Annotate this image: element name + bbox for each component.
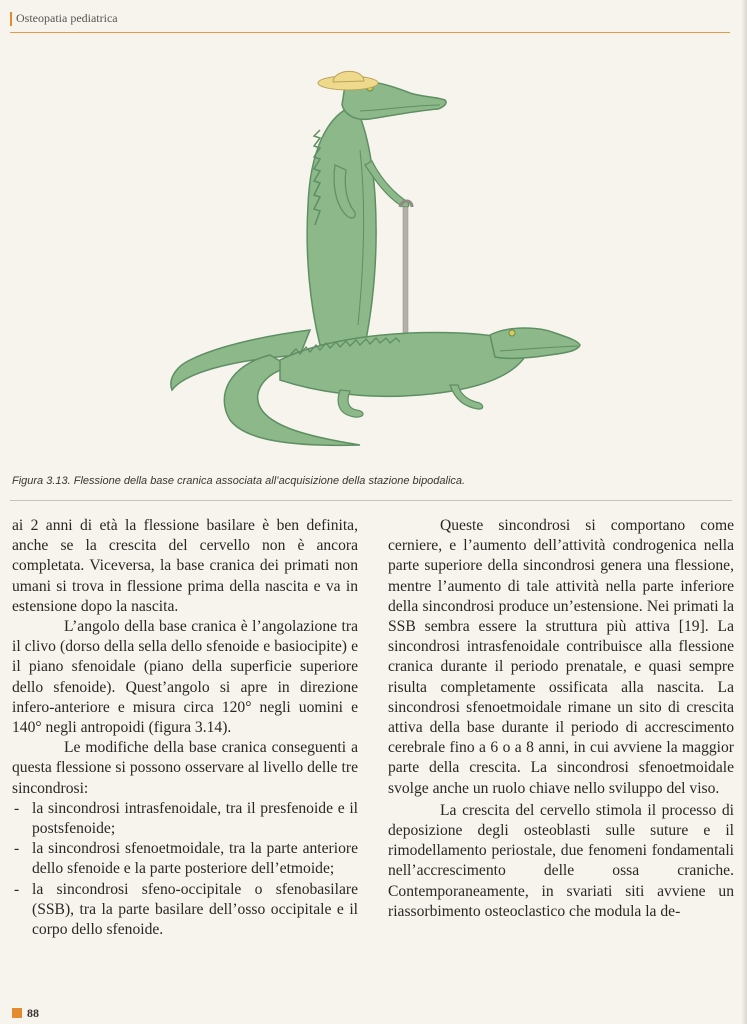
left-paragraph-1: ai 2 anni di età la flessione basilare è ben definita, anche se la crescita del cervello non è ancora completata. Viceversa, la base cranica dei primati non umani si trova in flessione prima della nascita e va in estensione dopo la nascita. [12, 517, 358, 615]
right-paragraph-2: La crescita del cervello stimola il processo di deposizione degli osteoblasti sulle suture e il rimodellamento periostale, due fenomeni fondamentali nell’accrescimento delle ossa craniche. Contemporaneamente, in svariati siti avviene un riassorbimento osteoclastico che modula la de- [388, 801, 734, 920]
right-column [388, 516, 734, 922]
header-accent-bar [10, 12, 12, 26]
cane-icon [403, 207, 408, 345]
page-footer [12, 1006, 39, 1020]
list-item: - la sincondrosi sfenoetmoidale, tra la parte anteriore dello sfenoide e la parte posteriore dell’etmoide; [12, 839, 358, 879]
left-paragraph-3: Le modifiche della base cranica conseguenti a questa flessione si possono osservare al livello delle tre sincondrosi: [12, 739, 358, 797]
running-header [10, 8, 730, 33]
left-column [12, 516, 358, 940]
synchondrosis-list [12, 799, 358, 940]
page-marker-square [12, 1008, 22, 1018]
hat-crown [333, 71, 364, 82]
crocodiles-illustration [160, 55, 590, 465]
caption-divider [10, 500, 732, 501]
page-edge-shadow [741, 0, 747, 1024]
header-title: Osteopatia pediatrica [16, 11, 118, 25]
figure-illustration [160, 55, 590, 465]
right-paragraph-1: Queste sincondrosi si comportano come cerniere, e l’aumento dell’attività condrogenica nella parte superiore della sincondrosi genera una flessione, mentre l’aumento di tale attività nella parte inferiore della sincondrosi produce un’estensione. Nei primati la SSB sembra essere la struttura più attiva [19]. La sincondrosi intrasfenoidale contribuisce alla flessione cranica durante il periodo prenatale, e quasi sempre risulta completamente ossificata alla nascita. La sincondrosi sfenoetmoidale rimane un sito di crescita attiva della base durante il periodo di accrescimento cerebrale fino a 6 o a 8 anni, in cui avviene la maggior parte della crescita. La sincondrosi sfenoetmoidale svolge anche un ruolo chiave nello sviluppo del viso. [388, 517, 734, 797]
page-number: 88 [27, 1005, 39, 1020]
left-paragraph-2: L’angolo della base cranica è l’angolazione tra il clivo (dorso della sella dello sfenoide e basiocipite) e il piano sfenoidale (piano della superficie superiore dello sfenoide). Quest’angolo si apre in direzione infero-anteriore e misura circa 120° negli uomini e 140° negli antropoidi (figura 3.14). [12, 618, 358, 737]
list-item: - la sincondrosi intrasfenoidale, tra il presfenoide e il postsfenoide; [12, 799, 358, 839]
lying-crocodile-eye [509, 330, 515, 336]
lying-crocodile-head [490, 328, 580, 358]
figure-caption: Figura 3.13. Flessione della base cranica associata all’acquisizione della stazione bipodalica. [12, 475, 466, 487]
list-item: - la sincondrosi sfeno-occipitale o sfenobasilare (SSB), tra la parte basilare dell’osso occipitale e il corpo dello sfenoide. [12, 880, 358, 941]
